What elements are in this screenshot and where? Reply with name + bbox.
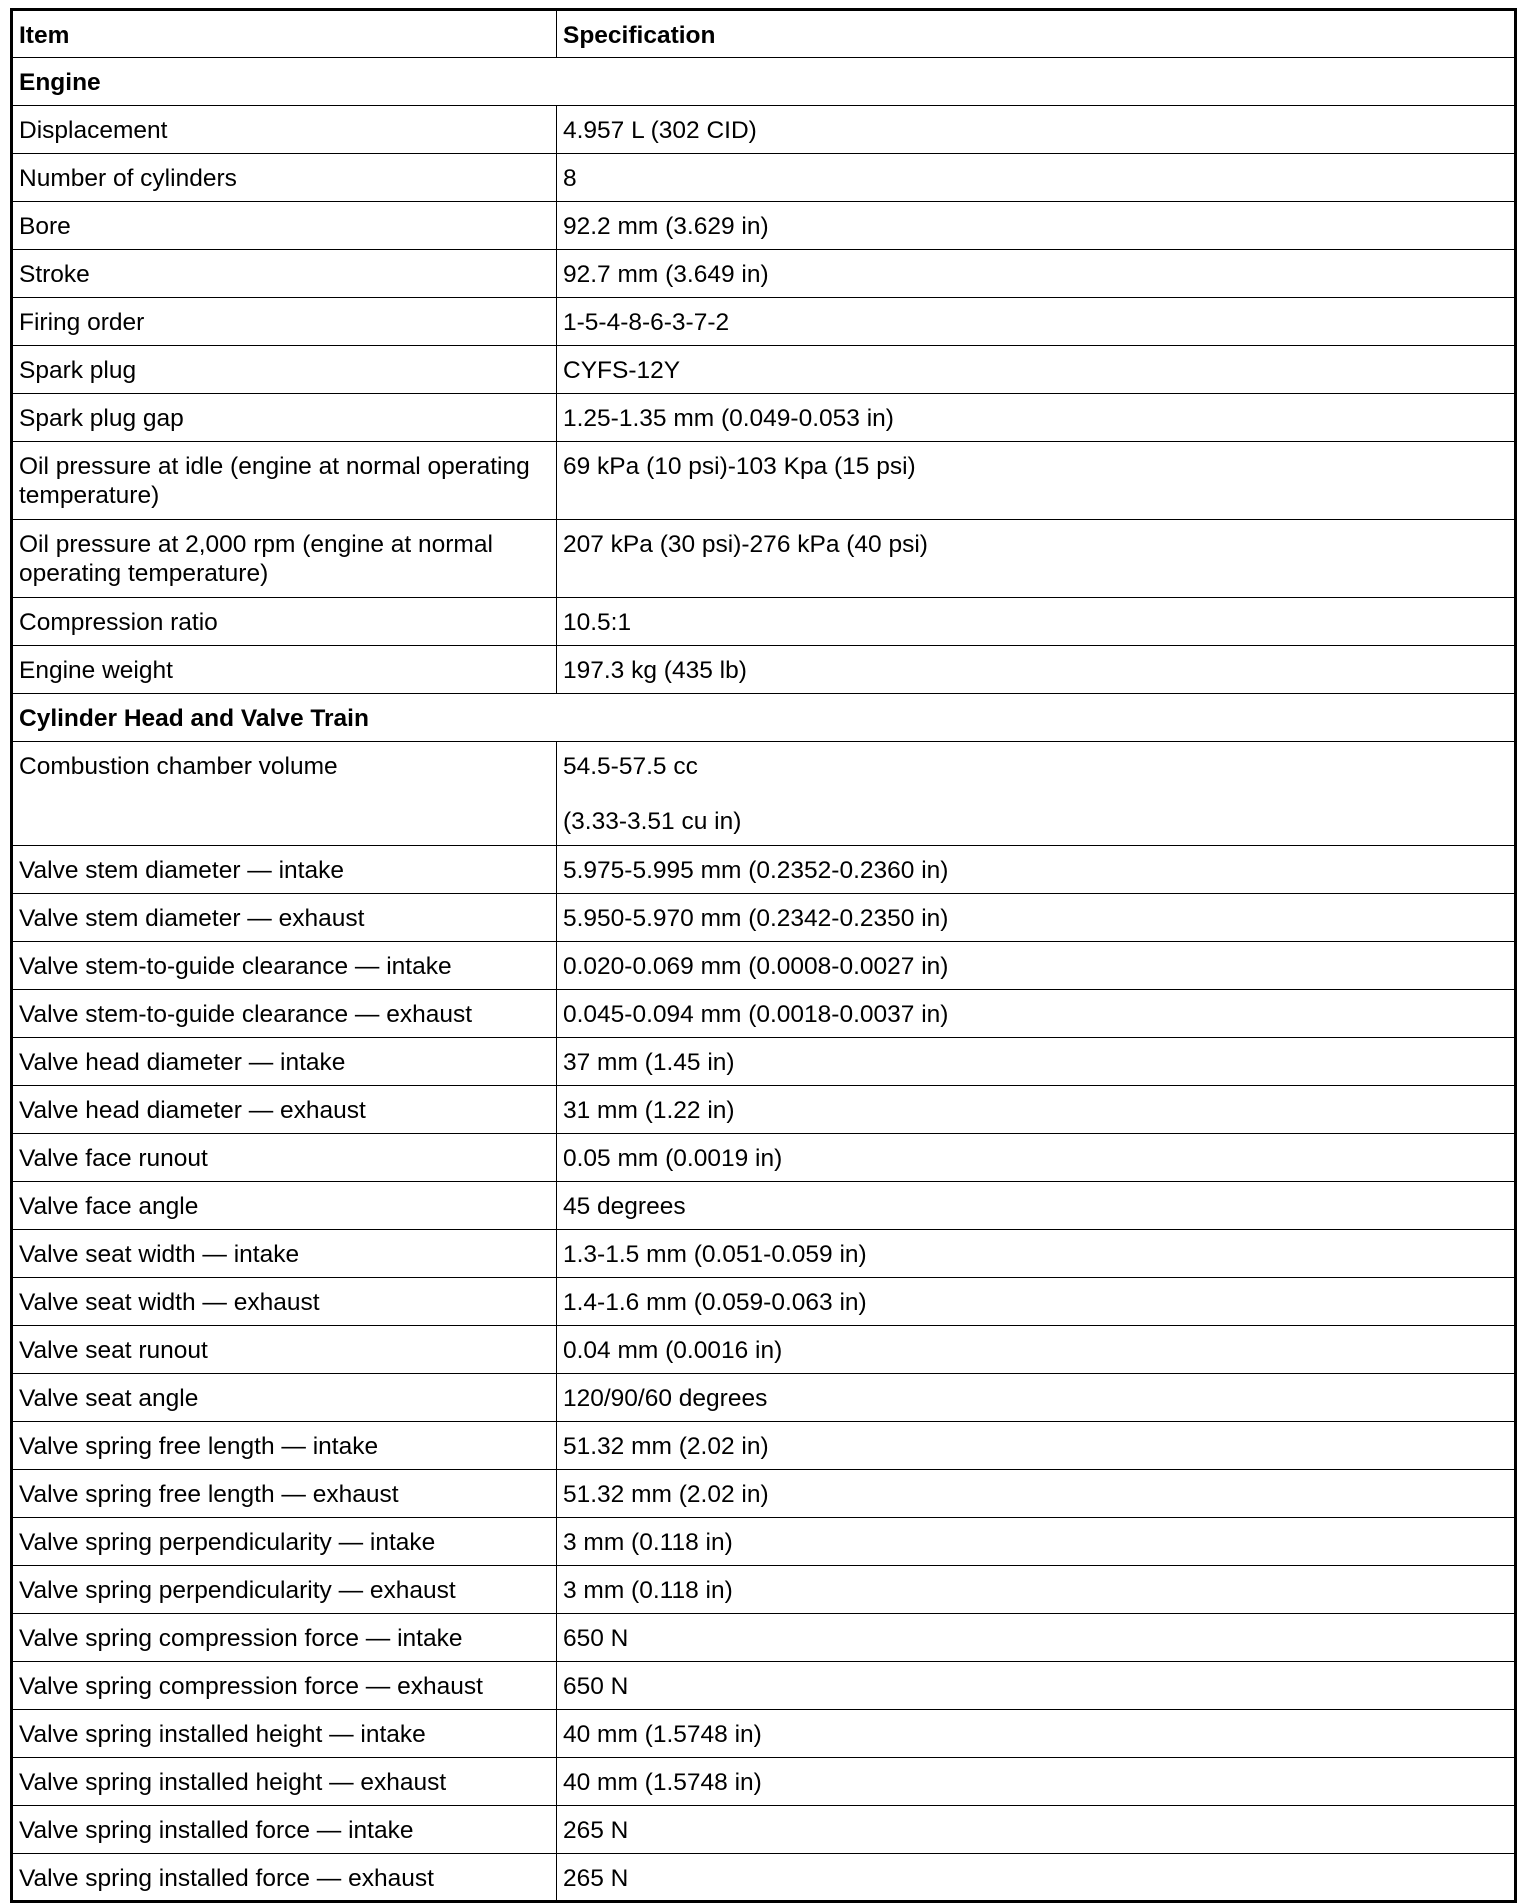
- spec-cell: 40 mm (1.5748 in): [557, 1758, 1516, 1806]
- item-cell: Valve stem-to-guide clearance — intake: [12, 942, 557, 990]
- table-row: [12, 106, 1516, 154]
- section-row: [12, 58, 1516, 106]
- item-cell: Valve spring installed force — intake: [12, 1806, 557, 1854]
- table-row: [12, 1182, 1516, 1230]
- item-cell: Valve spring installed height — exhaust: [12, 1758, 557, 1806]
- spec-cell: 92.7 mm (3.649 in): [557, 250, 1516, 298]
- table-row: [12, 894, 1516, 942]
- spec-line-secondary: (3.33-3.51 cu in): [563, 808, 742, 835]
- table-row: [12, 154, 1516, 202]
- item-cell: Valve stem diameter — exhaust: [12, 894, 557, 942]
- item-cell: Oil pressure at idle (engine at normal operating temperature): [12, 442, 557, 520]
- item-cell: Firing order: [12, 298, 557, 346]
- spec-cell: 120/90/60 degrees: [557, 1374, 1516, 1422]
- item-cell: Spark plug gap: [12, 394, 557, 442]
- table-row: [12, 1662, 1516, 1710]
- table-row: [12, 1278, 1516, 1326]
- table-row: [12, 1086, 1516, 1134]
- item-cell: Valve spring compression force — exhaust: [12, 1662, 557, 1710]
- table-row: [12, 1470, 1516, 1518]
- item-cell: Stroke: [12, 250, 557, 298]
- item-cell: Compression ratio: [12, 598, 557, 646]
- table-row: [12, 1422, 1516, 1470]
- item-cell: Valve spring perpendicularity — exhaust: [12, 1566, 557, 1614]
- table-row: [12, 1374, 1516, 1422]
- section-row: [12, 694, 1516, 742]
- spec-cell: 265 N: [557, 1806, 1516, 1854]
- item-cell: Valve spring free length — exhaust: [12, 1470, 557, 1518]
- spec-cell: 0.04 mm (0.0016 in): [557, 1326, 1516, 1374]
- spec-cell: 3 mm (0.118 in): [557, 1518, 1516, 1566]
- table-row: [12, 990, 1516, 1038]
- table-row: [12, 1230, 1516, 1278]
- table-row: [12, 250, 1516, 298]
- item-cell: Valve seat runout: [12, 1326, 557, 1374]
- header-item: Item: [12, 10, 557, 58]
- table-row: [12, 1758, 1516, 1806]
- spec-cell: 207 kPa (30 psi)-276 kPa (40 psi): [557, 520, 1516, 598]
- table-row: [12, 1134, 1516, 1182]
- spec-cell: [557, 742, 1516, 846]
- table-row: [12, 598, 1516, 646]
- spec-cell: 51.32 mm (2.02 in): [557, 1422, 1516, 1470]
- table-row: [12, 1518, 1516, 1566]
- table-row: [12, 846, 1516, 894]
- item-cell: Valve spring installed force — exhaust: [12, 1854, 557, 1902]
- table-row: [12, 202, 1516, 250]
- item-cell: Valve face runout: [12, 1134, 557, 1182]
- table-row: [12, 646, 1516, 694]
- item-cell: Valve face angle: [12, 1182, 557, 1230]
- item-cell: Valve stem-to-guide clearance — exhaust: [12, 990, 557, 1038]
- item-cell: Displacement: [12, 106, 557, 154]
- spec-cell: 3 mm (0.118 in): [557, 1566, 1516, 1614]
- spec-cell: 0.045-0.094 mm (0.0018-0.0037 in): [557, 990, 1516, 1038]
- spec-cell: 5.950-5.970 mm (0.2342-0.2350 in): [557, 894, 1516, 942]
- item-cell: Valve head diameter — exhaust: [12, 1086, 557, 1134]
- item-cell: Valve seat width — intake: [12, 1230, 557, 1278]
- spec-line: 54.5-57.5 cc: [563, 753, 698, 780]
- section-title: Engine: [12, 58, 1516, 106]
- spec-cell: 37 mm (1.45 in): [557, 1038, 1516, 1086]
- table-row: [12, 1806, 1516, 1854]
- spec-cell: 45 degrees: [557, 1182, 1516, 1230]
- item-cell: Engine weight: [12, 646, 557, 694]
- spec-cell: 5.975-5.995 mm (0.2352-0.2360 in): [557, 846, 1516, 894]
- spec-cell: 1.25-1.35 mm (0.049-0.053 in): [557, 394, 1516, 442]
- item-cell: Bore: [12, 202, 557, 250]
- table-row: [12, 742, 1516, 846]
- table-row: [12, 442, 1516, 520]
- header-specification: Specification: [557, 10, 1516, 58]
- spec-cell: 650 N: [557, 1662, 1516, 1710]
- spec-table-body: [12, 10, 1516, 1902]
- spec-cell: 650 N: [557, 1614, 1516, 1662]
- spec-cell: 51.32 mm (2.02 in): [557, 1470, 1516, 1518]
- table-row: [12, 346, 1516, 394]
- item-cell: Combustion chamber volume: [12, 742, 557, 846]
- spec-cell: 0.020-0.069 mm (0.0008-0.0027 in): [557, 942, 1516, 990]
- item-cell: Valve seat angle: [12, 1374, 557, 1422]
- item-cell: Number of cylinders: [12, 154, 557, 202]
- table-row: [12, 520, 1516, 598]
- item-cell: Valve spring installed height — intake: [12, 1710, 557, 1758]
- spec-cell: 0.05 mm (0.0019 in): [557, 1134, 1516, 1182]
- item-cell: Oil pressure at 2,000 rpm (engine at normal operating temperature): [12, 520, 557, 598]
- item-cell: Valve head diameter — intake: [12, 1038, 557, 1086]
- section-title: Cylinder Head and Valve Train: [12, 694, 1516, 742]
- spec-table: [10, 8, 1517, 1903]
- item-cell: Valve seat width — exhaust: [12, 1278, 557, 1326]
- table-row: [12, 1854, 1516, 1902]
- item-cell: Valve spring perpendicularity — intake: [12, 1518, 557, 1566]
- table-row: [12, 298, 1516, 346]
- table-row: [12, 1326, 1516, 1374]
- item-cell: Spark plug: [12, 346, 557, 394]
- table-row: [12, 942, 1516, 990]
- spec-cell: 4.957 L (302 CID): [557, 106, 1516, 154]
- item-cell: Valve stem diameter — intake: [12, 846, 557, 894]
- header-row: [12, 10, 1516, 58]
- spec-cell: CYFS-12Y: [557, 346, 1516, 394]
- table-row: [12, 1614, 1516, 1662]
- item-cell: Valve spring free length — intake: [12, 1422, 557, 1470]
- table-row: [12, 1566, 1516, 1614]
- spec-cell: 265 N: [557, 1854, 1516, 1902]
- spec-cell: 1.3-1.5 mm (0.051-0.059 in): [557, 1230, 1516, 1278]
- table-row: [12, 1710, 1516, 1758]
- spec-cell: 197.3 kg (435 lb): [557, 646, 1516, 694]
- spec-cell: 92.2 mm (3.629 in): [557, 202, 1516, 250]
- spec-cell: 1-5-4-8-6-3-7-2: [557, 298, 1516, 346]
- spec-cell: 1.4-1.6 mm (0.059-0.063 in): [557, 1278, 1516, 1326]
- spec-cell: 31 mm (1.22 in): [557, 1086, 1516, 1134]
- spec-cell: 40 mm (1.5748 in): [557, 1710, 1516, 1758]
- spec-cell: 10.5:1: [557, 598, 1516, 646]
- table-row: [12, 1038, 1516, 1086]
- item-cell: Valve spring compression force — intake: [12, 1614, 557, 1662]
- spec-cell: 8: [557, 154, 1516, 202]
- spec-cell: 69 kPa (10 psi)-103 Kpa (15 psi): [557, 442, 1516, 520]
- table-row: [12, 394, 1516, 442]
